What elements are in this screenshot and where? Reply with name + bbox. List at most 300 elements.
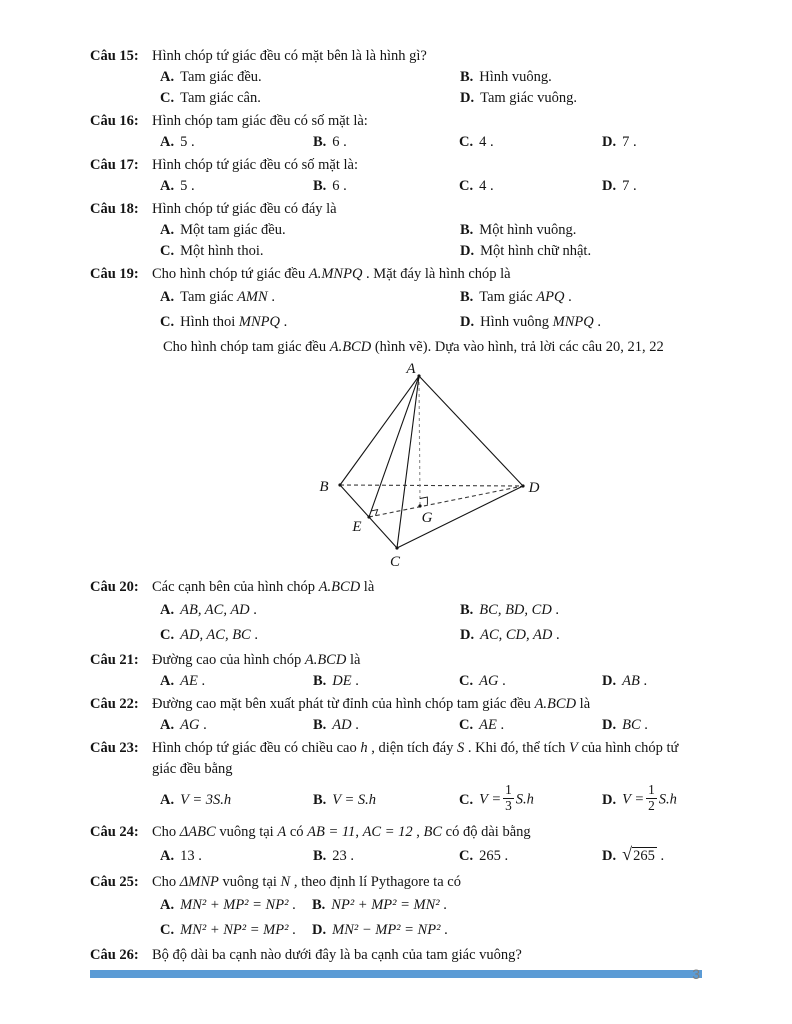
text-run: . [249,602,257,618]
math-text: BC [622,717,641,733]
option-D [602,780,706,820]
option-key: A. [160,134,175,150]
math-text: V = S.h [332,791,377,808]
option-key: C. [459,791,474,808]
option-text [622,134,637,150]
option-text [479,602,559,618]
radical-icon: √ [622,844,633,864]
option-text [480,314,601,330]
option-D [602,715,706,736]
math-text: MNPQ [238,314,281,330]
option-key: B. [313,178,327,194]
option-B [313,843,459,870]
math-text: AC, CD, AD [480,627,553,643]
vertex-label-G: G [421,510,433,526]
text-run: Đường cao của hình chóp [152,652,305,668]
options [160,220,706,262]
math-text: MN² + NP² = MP² [180,922,289,938]
option-key: A. [160,791,175,808]
option-text [479,781,534,815]
option-text [180,222,286,238]
option-text [180,602,257,618]
option-D [460,88,706,109]
option-B [460,220,706,241]
math-text: S.h [515,791,534,808]
option-key: A. [160,178,175,194]
text-run: . [288,922,296,938]
question-text [152,872,706,893]
option-D [602,671,706,692]
option-A [160,67,460,88]
question-18 [90,199,706,262]
question-20 [90,577,706,648]
question-text [152,111,706,132]
options [160,893,706,943]
option-B [313,715,459,736]
text-run: Hình vuông. [479,69,552,85]
question-21 [90,650,706,692]
question-number: Câu 19: [90,266,139,282]
vertex-label-A: A [406,361,416,377]
math-text: MNPQ [552,314,594,330]
question-23 [90,738,706,820]
math-text: V [569,740,578,756]
option-B [313,780,459,820]
math-text: S [457,740,465,756]
question-header [90,199,706,220]
footer-divider-bar [90,970,702,978]
option-B [313,176,459,197]
question-text [152,577,706,598]
math-text: BC [423,824,443,840]
question-header [90,945,706,966]
option-C [160,88,460,109]
options [160,285,706,335]
option-key: B. [312,897,326,913]
math-text: APQ [536,289,565,305]
option-text [180,134,195,150]
question-number: Câu 24: [90,824,139,840]
math-text: MN² − MP² = NP² [332,922,441,938]
option-text [180,69,262,85]
option-B [460,67,706,88]
option-text [180,717,207,733]
vertex-dot-B [338,483,341,486]
question-number: Câu 16: [90,113,139,129]
text-run: Hình thoi [180,314,239,330]
math-text: AE [180,673,198,689]
vertex-label-E: E [352,519,362,535]
math-text: AB = 11 [307,824,356,840]
option-text [480,90,577,106]
option-text [479,289,571,305]
math-text: V = 3S.h [180,791,232,808]
question-15 [90,46,706,109]
option-key: D. [602,673,617,689]
option-A [160,598,460,623]
text-run: có [286,824,308,840]
math-text: V = [622,791,645,808]
question-text [152,822,706,843]
text-run: 7 . [622,134,637,150]
right-angle-marker-0 [371,510,377,516]
text-run: Cho hình chóp tam giác đều [163,339,330,355]
sqrt-value: 265 [633,848,655,864]
text-run: Cho [152,874,180,890]
right-angle-marker-1 [420,497,427,505]
option-key: A. [160,673,175,689]
text-run: 4 . [479,178,494,194]
question-text [152,264,706,285]
math-text: ΔABC [179,824,216,840]
text-run: Hình chóp tam giác đều có số mặt là: [152,113,368,129]
text-run: . [288,897,296,913]
option-D [602,176,706,197]
option-B [460,598,706,623]
math-text: AG [479,673,499,689]
math-text: ΔMNP [179,874,219,890]
question-number: Câu 20: [90,579,139,595]
text-run: Hình chóp tứ giác đều có chiều cao [152,740,361,756]
text-run: 5 . [180,134,195,150]
question-22 [90,694,706,736]
question-25 [90,872,706,943]
math-text: AB, AC, AD [180,602,250,618]
options [160,132,706,153]
text-run: . [280,314,288,330]
text-run: Một hình vuông. [479,222,577,238]
text-run: . [199,717,207,733]
question-number: Câu 15: [90,48,139,64]
text-run: . Khi đó, thể tích [464,740,569,756]
option-C [459,780,602,820]
option-B [312,893,706,918]
text-run: Hình chóp tứ giác đều có mặt bên là là hình gì? [152,48,427,64]
option-A [160,843,313,870]
math-text: AE [479,717,497,733]
option-key: D. [460,314,475,330]
math-text: NP² + MP² = MN² [331,897,440,913]
pyramid-figure [310,361,570,569]
text-run: Hình chóp tứ giác đều có đáy là [152,201,337,217]
question-text [152,738,706,780]
option-key: D. [602,848,617,864]
question-number: Câu 25: [90,874,139,890]
vertex-dot-G [418,504,421,507]
text-run: Tam giác [479,289,537,305]
question-number: Câu 23: [90,740,139,756]
option-key: A. [160,222,175,238]
text-run: Một hình chữ nhật. [480,243,592,259]
text-run: Tam giác vuông. [480,90,577,106]
option-key: A. [160,289,175,305]
option-B [460,285,706,310]
text-run: 5 . [180,178,195,194]
option-key: D. [602,178,617,194]
option-C [459,843,602,870]
option-key: C. [160,90,175,106]
text-run: . [197,673,206,689]
text-run: , theo định lí Pythagore ta có [290,874,461,890]
text-run: 4 . [479,134,494,150]
option-text [479,848,508,864]
question-header [90,650,706,671]
vertex-label-D: D [528,480,540,496]
math-text: A.MNPQ [308,266,363,282]
vertex-dot-A [417,374,420,377]
option-text [479,717,504,733]
question-text [152,155,706,176]
edge-AE [369,376,419,517]
text-run: Tam giác [180,289,238,305]
text-run: có độ dài bằng [442,824,531,840]
text-run: . [440,922,448,938]
option-text [180,178,195,194]
text-run: Cho [152,824,180,840]
options [160,671,706,692]
option-key: D. [602,791,617,808]
text-run: 7 . [622,178,637,194]
question-text [152,46,706,67]
question-17 [90,155,706,197]
option-D [460,310,706,335]
options [160,780,706,820]
option-key: D. [312,922,327,938]
text-run: Một tam giác đều. [180,222,286,238]
vertex-label-B: B [319,479,329,495]
vertex-dot-D [521,484,524,487]
option-key: C. [160,922,175,938]
text-run: Tam giác cân. [180,90,261,106]
edge-AG [419,376,420,506]
option-text [479,222,576,238]
options [160,843,706,870]
question-19 [90,264,706,335]
option-key: B. [460,222,474,238]
option-key: A. [160,69,175,85]
question-list [90,46,706,978]
edge-AD [419,376,523,486]
text-run: là [576,696,591,712]
fraction-denominator: 2 [648,797,655,813]
text-run: . [496,717,505,733]
text-run: Bộ độ dài ba cạnh nào dưới đây là ba cạnh của tam giác vuông? [152,947,522,963]
option-key: D. [460,90,475,106]
text-run: 13 . [180,848,202,864]
math-text: A.BCD [534,696,577,712]
option-text [180,314,287,330]
text-run: 23 . [332,848,355,864]
fraction-numerator: 1 [648,781,655,797]
math-text: AG [180,717,200,733]
option-key: A. [160,848,175,864]
option-text [180,627,258,643]
option-C [160,241,460,262]
text-run: . [250,627,258,643]
math-text: A [277,824,287,840]
math-text: A.BCD [318,579,361,595]
text-run: Đường cao mặt bên xuất phát từ đỉnh của hình chóp tam giác đều [152,696,535,712]
question-number: Câu 21: [90,652,139,668]
options [160,67,706,109]
option-C [459,132,602,153]
option-D [460,241,706,262]
fraction-denominator: 3 [505,797,512,813]
text-run: . [351,673,359,689]
math-text: MN² + MP² = NP² [180,897,289,913]
option-A [160,220,460,241]
option-A [160,780,313,820]
option-text [180,243,263,259]
option-text [332,848,354,864]
text-run: Các cạnh bên của hình chóp [152,579,319,595]
math-text: h [360,740,368,756]
option-text [180,790,231,811]
text-run: . [498,673,506,689]
text-run: 265 . [479,848,509,864]
option-key: B. [313,673,327,689]
question-text [152,694,706,715]
question-number: Câu 18: [90,201,139,217]
option-key: C. [459,178,474,194]
text-run: Hình chóp tứ giác đều có số mặt là: [152,157,358,173]
option-A [160,671,313,692]
edge-ED [369,486,523,517]
option-text [332,922,448,938]
text-run: . [656,848,665,864]
option-text [479,178,494,194]
option-C [160,918,312,943]
option-text [479,134,494,150]
option-key: B. [313,717,327,733]
option-text [480,243,591,259]
question-number: Câu 17: [90,157,139,173]
text-run: . [640,717,648,733]
option-A [160,132,313,153]
option-text [479,673,506,689]
text-run: . [439,897,447,913]
option-D [602,843,706,870]
text-run: (hình vẽ). Dựa vào hình, trả lời các câu 20, 21, 22 [371,339,664,355]
math-text: AB [622,673,640,689]
option-C [459,176,602,197]
option-text [180,673,205,689]
math-text: N [280,874,291,890]
text-run: . [267,289,275,305]
option-A [160,893,312,918]
option-key: C. [160,243,175,259]
option-key: B. [460,602,474,618]
option-key: C. [459,717,474,733]
pyramid-svg [310,361,570,569]
math-text: S.h [658,791,677,808]
option-text [332,134,347,150]
vertex-dot-E [367,515,370,518]
option-key: B. [313,134,327,150]
question-24 [90,822,706,870]
vertex-label-C: C [389,554,401,569]
option-text [180,848,202,864]
text-run: Tam giác đều. [180,69,262,85]
option-text [622,781,677,815]
option-text [622,717,648,733]
option-text [180,897,296,913]
text-run: vuông tại [215,824,278,840]
option-text [479,69,552,85]
option-key: A. [160,602,175,618]
math-text: AD, AC, BC [180,627,251,643]
option-A [160,715,313,736]
sqrt-expression [622,844,657,864]
question-text [152,199,706,220]
math-text: V = [479,791,502,808]
options [160,176,706,197]
text-run: , [412,824,424,840]
question-text [152,650,706,671]
text-run: 6 . [332,178,347,194]
fraction-numerator: 1 [505,781,512,797]
figure-intro-note [163,337,706,358]
option-key: A. [160,717,175,733]
option-C [160,310,460,335]
fraction [646,783,657,813]
question-header [90,738,706,780]
option-text [480,627,560,643]
text-run: là [346,652,361,668]
text-run: 6 . [332,134,347,150]
option-D [602,132,706,153]
text-run: , diện tích đáy [367,740,458,756]
option-A [160,285,460,310]
option-key: C. [459,673,474,689]
option-key: B. [460,289,474,305]
option-text [332,790,376,811]
text-run: là [360,579,375,595]
question-header [90,46,706,67]
text-run: . [351,717,359,733]
option-text [180,90,261,106]
question-header [90,872,706,893]
option-text [180,289,275,305]
option-key: C. [459,134,474,150]
fraction [503,783,514,813]
question-header [90,694,706,715]
question-header [90,155,706,176]
option-key: B. [460,69,474,85]
text-run: . [593,314,601,330]
page-number: 3 [692,966,700,982]
option-text [622,844,665,864]
option-key: D. [602,134,617,150]
option-C [459,671,602,692]
option-key: D. [460,627,475,643]
option-key: C. [459,848,474,864]
option-key: D. [460,243,475,259]
option-text [332,717,359,733]
question-header [90,264,706,285]
math-text: A.BCD [329,339,372,355]
vertex-dot-C [395,546,398,549]
option-text [622,673,647,689]
edge-CD [397,486,523,548]
math-text: A.BCD [304,652,347,668]
option-text [331,897,447,913]
option-key: B. [313,791,327,808]
option-B [313,132,459,153]
question-header [90,111,706,132]
text-run: vuông tại [218,874,281,890]
question-header [90,822,706,843]
